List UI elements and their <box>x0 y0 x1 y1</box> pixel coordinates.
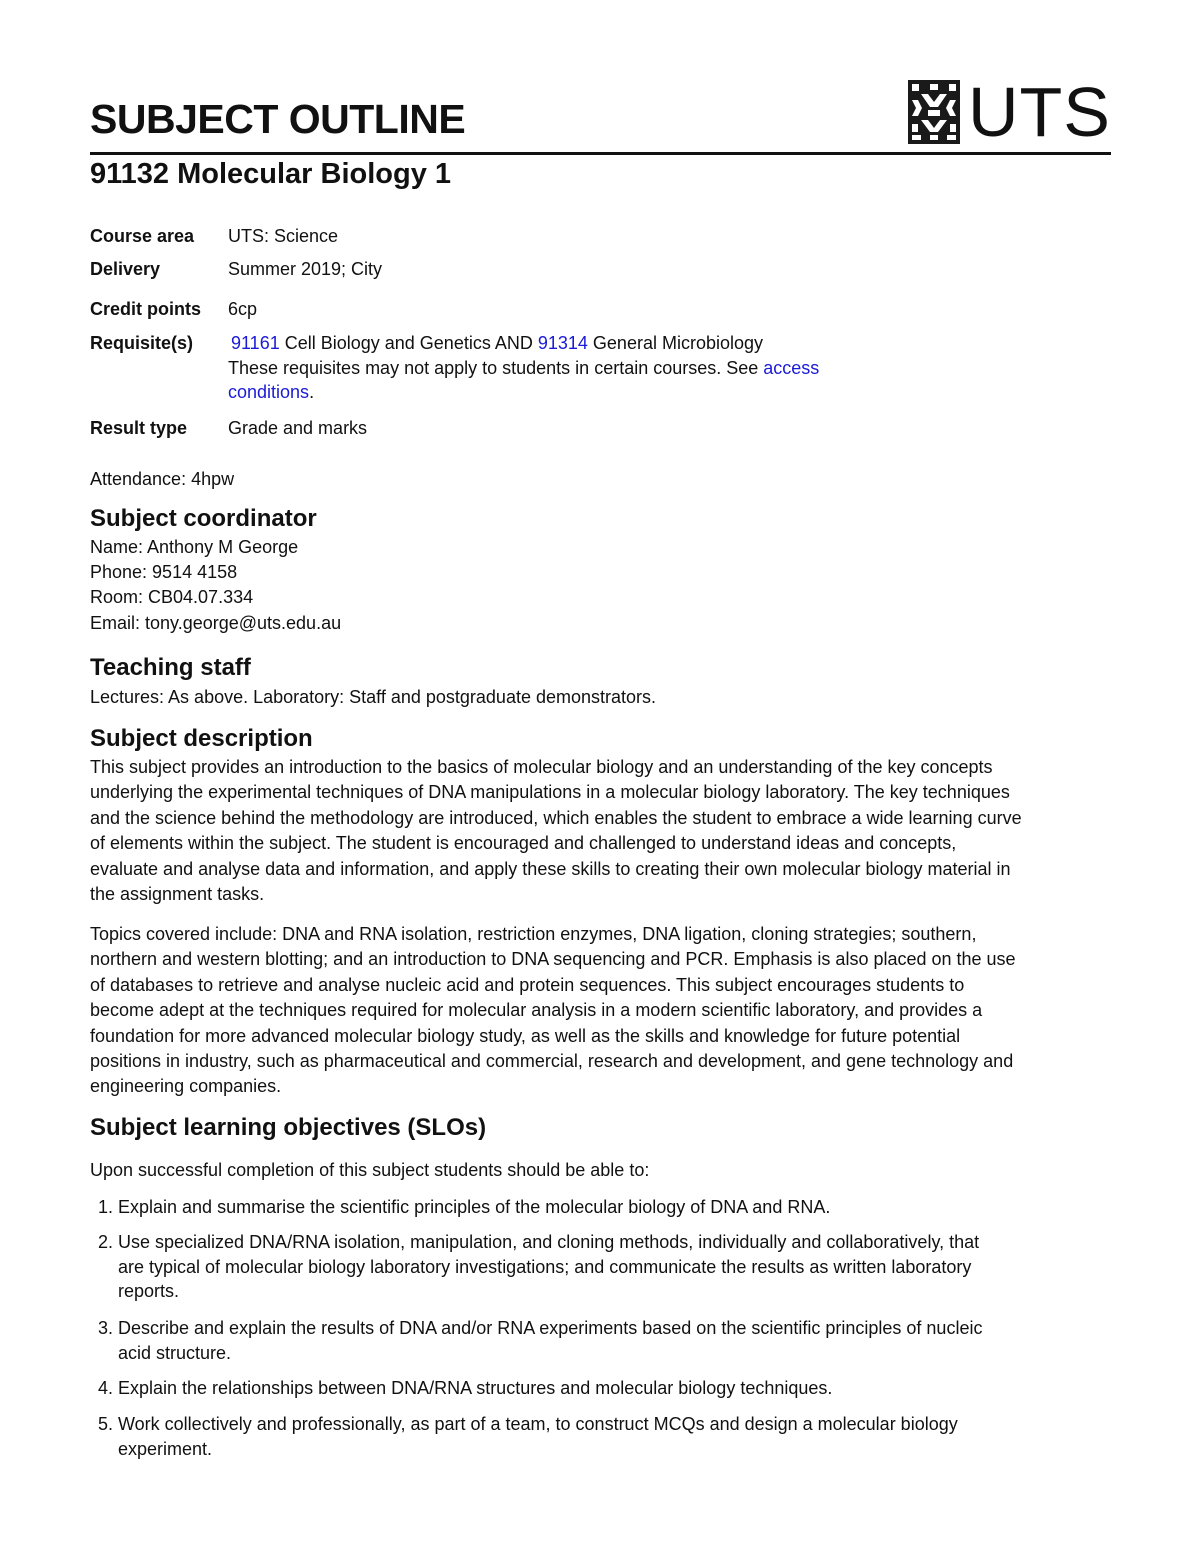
logo-wordmark: UTS <box>968 73 1111 151</box>
objective-line: acid structure. <box>118 1342 232 1363</box>
objective-line: Explain the relationships between DNA/RNA structures and molecular biology techniques. <box>118 1378 833 1398</box>
description-line: This subject provides an introduction to the basics of molecular biology and an understanding of the key concepts <box>90 757 993 777</box>
objective-line: Use specialized DNA/RNA isolation, manipulation, and cloning methods, individually and collaboratively, that <box>118 1232 980 1252</box>
requisites-row <box>90 331 990 411</box>
objective-text <box>118 1195 830 1220</box>
description-paragraph-2 <box>90 922 1120 1100</box>
objective-line: Describe and explain the results of DNA and/or RNA experiments based on the scientific principles of nucleic <box>118 1318 983 1338</box>
objective-line: Explain and summarise the scientific principles of the molecular biology of DNA and RNA. <box>118 1197 831 1217</box>
description-line: foundation for more advanced molecular biology study, as well as the skills and knowledge for future potential <box>90 1025 961 1046</box>
course-area-label: Course area <box>90 226 195 246</box>
description-line: evaluate and analyse data and information, and apply these skills to creating their own molecular biology material in <box>90 858 1011 879</box>
requisite-link-91161[interactable]: 91161 <box>231 333 280 353</box>
description-line: underlying the experimental techniques of DNA manipulations in a molecular biology laboratory. The key techniques <box>90 782 1010 803</box>
attendance: Attendance: 4hpw <box>90 469 235 489</box>
uts-crest-icon <box>908 80 960 144</box>
objective-line: Work collectively and professionally, as part of a team, to construct MCQs and design a molecular biology <box>118 1414 958 1434</box>
objective-number: 3. <box>98 1318 114 1338</box>
requisite-2-name: General Microbiology <box>587 333 763 353</box>
coordinator-email: Email: tony.george@uts.edu.au <box>90 613 342 633</box>
subject-name: 91132 Molecular Biology 1 <box>90 158 452 190</box>
requisite-link-91314[interactable]: 91314 <box>537 333 588 353</box>
requisites-line <box>228 331 819 356</box>
objective-line: are typical of molecular biology laboratory investigations; and communicate the results as written laboratory <box>118 1256 972 1277</box>
objective-text <box>118 1230 979 1304</box>
description-line: the assignment tasks. <box>90 884 265 905</box>
title-rule <box>90 152 1111 155</box>
credit-points-value: 6cp <box>228 299 258 319</box>
description-line: of databases to retrieve and analyse nucleic acid and protein sequences. This subject encourages students to <box>90 974 965 995</box>
access-conditions-link-part1[interactable]: access <box>763 357 820 378</box>
objective-line: reports. <box>118 1281 180 1301</box>
coordinator-name: Name: Anthony M George <box>90 537 299 557</box>
access-conditions-link-part2[interactable]: conditions <box>228 382 310 402</box>
description-line: and the science behind the methodology are introduced, which enables the student to embrace a wide learning curve <box>90 807 1022 828</box>
result-type-label: Result type <box>90 418 188 438</box>
access-suffix: . <box>309 382 315 402</box>
objective-line: experiment. <box>118 1438 213 1459</box>
result-type-value: Grade and marks <box>228 418 368 438</box>
objective-text <box>118 1376 832 1401</box>
objective-number: 2. <box>98 1232 114 1252</box>
teaching-staff-heading: Teaching staff <box>90 654 251 681</box>
description-line: northern and western blotting; and an introduction to DNA sequencing and PCR. Emphasis is also placed on the use <box>90 949 1016 970</box>
description-line: of elements within the subject. The student is encouraged and challenged to understand ideas and concepts, <box>90 833 957 854</box>
delivery-value: Summer 2019; City <box>228 259 383 279</box>
uts-logo <box>908 73 1111 151</box>
requisite-1-name: Cell Biology and Genetics AND <box>279 333 538 353</box>
description-line: positions in industry, such as pharmaceutical and commercial, research and development, and gene technology and <box>90 1051 1014 1072</box>
document-title: SUBJECT OUTLINE <box>90 96 466 142</box>
requisites-label: Requisite(s) <box>90 333 194 353</box>
requisites-value <box>228 331 819 405</box>
coordinator-heading: Subject coordinator <box>90 505 317 532</box>
objective-text <box>118 1316 982 1365</box>
description-heading: Subject description <box>90 725 313 752</box>
course-area-value: UTS: Science <box>228 226 339 246</box>
objectives-heading: Subject learning objectives (SLOs) <box>90 1114 487 1141</box>
coordinator-room: Room: CB04.07.334 <box>90 587 254 607</box>
objective-number: 4. <box>98 1378 114 1398</box>
objective-number: 1. <box>98 1197 114 1217</box>
coordinator-phone: Phone: 9514 4158 <box>90 562 238 582</box>
objective-text <box>118 1412 958 1461</box>
description-line: engineering companies. <box>90 1076 282 1097</box>
credit-points-label: Credit points <box>90 299 201 319</box>
requisites-note-line-2 <box>228 380 819 405</box>
teaching-staff-text: Lectures: As above. Laboratory: Staff and postgraduate demonstrators. <box>90 687 657 707</box>
requisites-note: These requisites may not apply to students in certain courses. See <box>228 357 764 378</box>
description-line: become adept at the techniques required for molecular analysis in a modern scientific laboratory, and provides a <box>90 1000 983 1021</box>
description-paragraph-1 <box>90 755 1120 907</box>
description-line: Topics covered include: DNA and RNA isolation, restriction enzymes, DNA ligation, cloning strategies; southern, <box>90 924 977 944</box>
delivery-label: Delivery <box>90 259 161 279</box>
objectives-intro: Upon successful completion of this subject students should be able to: <box>90 1160 650 1180</box>
requisites-note-line <box>228 356 819 381</box>
objective-number: 5. <box>98 1414 114 1434</box>
